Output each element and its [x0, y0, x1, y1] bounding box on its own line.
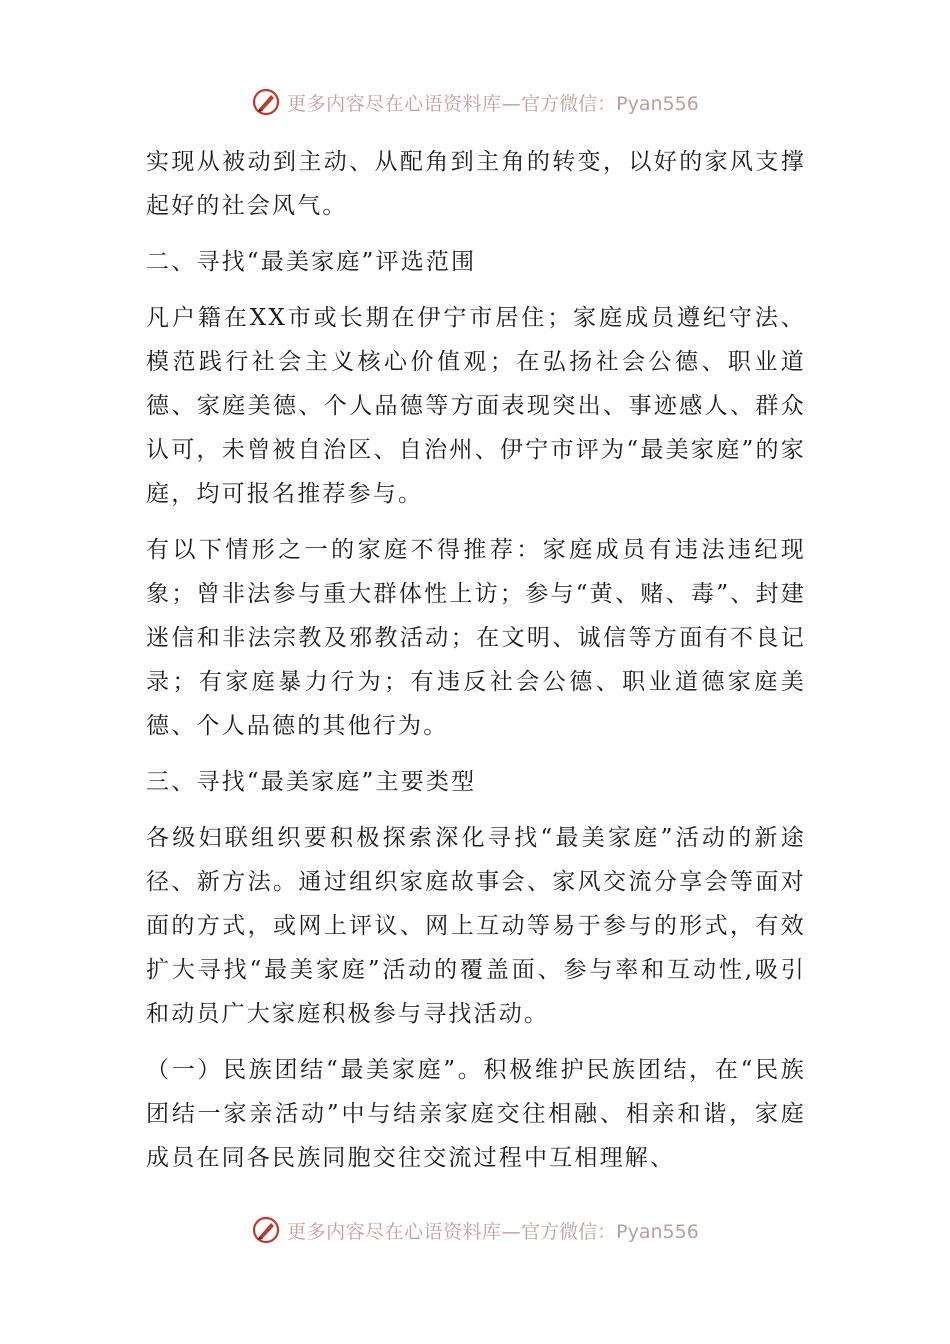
paragraph-1: 实现从被动到主动、从配角到主角的转变，以好的家风支撑起好的社会风气。: [146, 149, 806, 219]
pen-nib-logo-icon: [251, 87, 281, 117]
paragraph-4: 各级妇联组织要积极探索深化寻找“最美家庭”活动的新途径、新方法。通过组织家庭故事会、家风交流分享会等面对面的方式，或网上评议、网上互动等易于参与的形式，有效扩大寻找“最美家庭”活动的覆盖面、参与率和互动性,吸引和动员广大家庭积极参与寻找活动。: [146, 825, 806, 1027]
paragraph-5: （一）民族团结“最美家庭”。积极维护民族团结，在“民族团结一家亲活动”中与结亲家庭交往相融、相亲和谐，家庭成员在同各民族同胞交往交流过程中互相理解、: [146, 1057, 806, 1171]
section-heading-2: 二、寻找“最美家庭”评选范围: [146, 249, 477, 275]
banner-left-text: 更多内容尽在心语资料库—: [287, 92, 522, 115]
section-heading-3: 三、寻找“最美家庭”主要类型: [146, 769, 477, 795]
paragraph-2: 凡户籍在XX市或长期在伊宁市居住；家庭成员遵纪守法、模范践行社会主义核心价值观；在弘扬社会公德、职业道德、家庭美德、个人品德等方面表现突出、事迹感人、群众认可，未曾被自治区、自治州、伊宁市评为“最美家庭”的家庭，均可报名推荐参与。: [146, 305, 806, 507]
header-watermark: [0, 82, 950, 122]
document-body: [146, 140, 806, 1192]
banner-right-text: 官方微信：Pyan556: [521, 92, 699, 115]
banner-left-text: 更多内容尽在心语资料库—: [287, 1220, 522, 1243]
paragraph-3: 有以下情形之一的家庭不得推荐：家庭成员有违法违纪现象；曾非法参与重大群体性上访；参与“黄、赌、毒”、封建迷信和非法宗教及邪教活动；在文明、诚信等方面有不良记录；有家庭暴力行为；有违反社会公德、职业道德家庭美德、个人品德的其他行为。: [146, 537, 806, 739]
banner-right-text: 官方微信：Pyan556: [521, 1220, 699, 1243]
pen-nib-logo-icon: [251, 1215, 281, 1245]
footer-watermark: [0, 1210, 950, 1250]
